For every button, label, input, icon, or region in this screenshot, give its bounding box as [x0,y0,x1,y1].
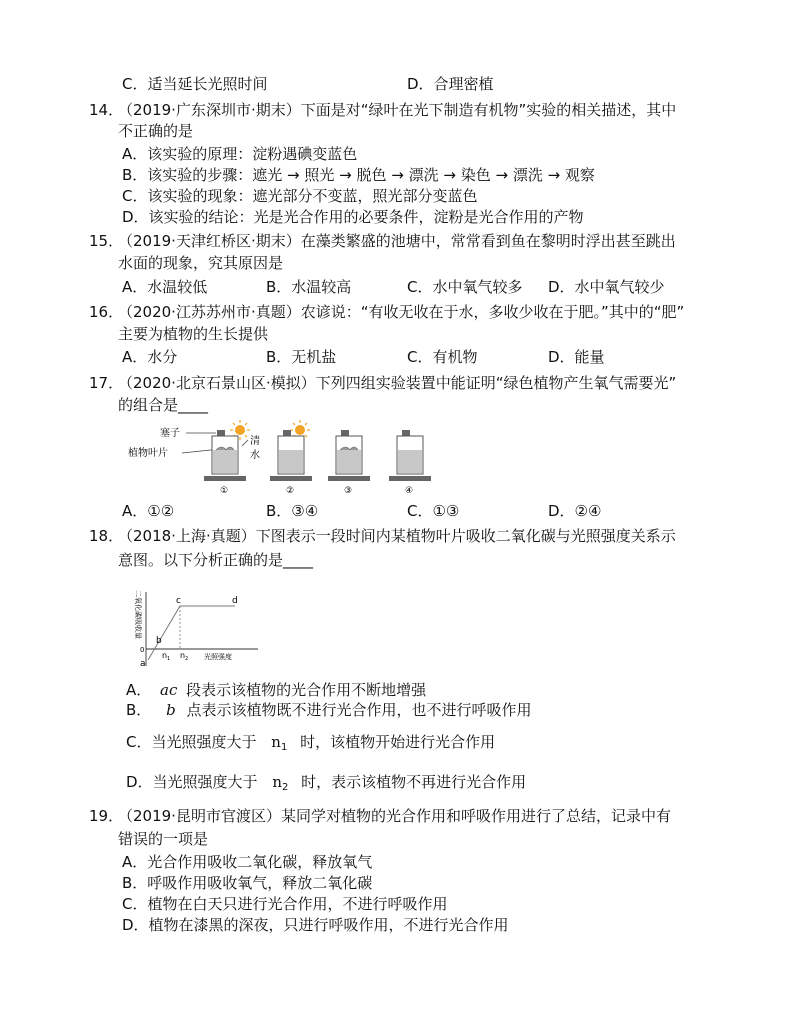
q18-graph [130,588,270,670]
tick-n1-sub: 1 [167,656,171,662]
jar-4 [389,430,431,496]
q17-option-a: A．①② [122,502,175,520]
q14-option-b: B．该实验的步骤：遮光 → 照光 → 脱色 → 漂洗 → 染色 → 漂洗 → 观察 [122,166,595,184]
jar-3 [328,430,370,496]
q18-option-c-text: 时，该植物开始进行光合作用 [300,733,496,751]
q13-option-d: D．合理密植 [407,75,494,93]
point-c: c [176,596,181,606]
q18-option-c-sub: 1 [280,742,288,753]
q18-option-b-math: b [166,701,176,719]
point-b: b [156,636,162,646]
q16-option-b: B．无机盐 [266,348,337,366]
q18-option-b-prefix: B． [126,701,152,719]
q18-option-b [126,700,531,720]
q16-stem-line1: （2020·江苏苏州市·真题）农谚说：“有收无收在于水，多收少收在于肥。”其中的“肥” [118,303,685,321]
q16-stem-line2: 主要为植物的生长提供 [118,325,269,343]
q18-stem-line2: 意图。以下分析正确的是____ [118,551,314,569]
graph-ylabel: 二氧化碳吸收量 [134,590,142,639]
pointer-line-water [242,440,248,446]
q14-option-c: C．该实验的现象：遮光部分不变蓝，照光部分变蓝色 [122,187,478,205]
jar-1-number: ① [220,486,229,496]
q17-number: 17． [89,374,124,392]
q16-option-c: C．有机物 [407,348,478,366]
label-water-1: 清 [250,436,260,447]
q18-option-d-math: n [272,773,283,791]
q18-option-d [126,772,526,798]
graph-origin: 0 [140,646,145,654]
q17-stem-line2: 的组合是____ [118,396,209,414]
q19-stem-line2: 错误的一项是 [118,830,209,848]
q14-stem-line2: 不正确的是 [118,122,194,140]
q17-stem-line1: （2020·北京石景山区·模拟）下列四组实验装置中能证明“绿色植物产生氧气需要光” [118,374,677,392]
q17-apparatus-figure [120,418,440,500]
jar-4-number: ④ [405,486,414,496]
q18-option-c [126,732,495,758]
q19-option-c: C．植物在白天只进行光合作用，不进行呼吸作用 [122,895,448,913]
q16-number: 16． [89,303,124,321]
q15-number: 15． [89,232,124,250]
q19-number: 19． [89,807,124,825]
q14-stem-line1: （2019·广东深圳市·期末）下面是对“绿叶在光下制造有机物”实验的相关描述，其中 [118,101,677,119]
label-leaf: 植物叶片 [128,448,168,459]
point-a: a [140,659,146,669]
q18-option-a-text: 段表示该植物的光合作用不断地增强 [186,681,427,699]
q17-option-b: B．③④ [266,502,319,520]
q15-option-b: B．水温较高 [266,278,352,296]
jar-3-number: ③ [344,486,353,496]
q16-option-a: A．水分 [122,348,178,366]
label-water-2: 水 [250,450,260,461]
q15-option-a: A．水温较低 [122,278,208,296]
q18-option-d-text: 时，表示该植物不再进行光合作用 [301,773,527,791]
q15-option-c: C．水中氧气较多 [407,278,523,296]
label-plug: 塞子 [160,428,180,439]
q15-option-d: D．水中氧气较少 [548,278,665,296]
q18-option-c-math: n [271,733,281,751]
q18-option-d-sub: 2 [282,782,289,793]
tick-n2: n [180,651,186,660]
tick-n2-sub: 2 [185,656,189,662]
q19-option-a: A．光合作用吸收二氧化碳，释放氧气 [122,853,373,871]
jar-2 [270,430,312,496]
tick-n1: n [162,651,168,660]
q16-option-d: D．能量 [548,348,605,366]
q13-option-c: C．适当延长光照时间 [122,75,268,93]
q18-option-c-prefix: C．当光照强度大于 [126,733,257,751]
q18-option-d-prefix: D．当光照强度大于 [126,773,258,791]
jar-2-number: ② [286,486,295,496]
q18-option-b-text: 点表示该植物既不进行光合作用，也不进行呼吸作用 [186,701,532,719]
q19-option-d: D．植物在漆黑的深夜，只进行呼吸作用，不进行光合作用 [122,916,509,934]
q15-stem-line2: 水面的现象，究其原因是 [118,254,284,272]
point-d: d [232,596,238,606]
q14-number: 14． [89,101,124,119]
q19-stem-line1: （2019·昆明市官渡区）某同学对植物的光合作用和呼吸作用进行了总结，记录中有 [118,807,671,825]
q15-stem-line1: （2019·天津红桥区·期末）在藻类繁盛的池塘中，常常看到鱼在黎明时浮出甚至跳出 [118,232,676,250]
q18-stem-line1: （2018·上海·真题）下图表示一段时间内某植物叶片吸收二氧化碳与光照强度关系示 [118,527,676,545]
q18-option-a-math: ac [160,681,178,699]
q18-option-a [126,680,426,700]
q14-option-d: D．该实验的结论：光是光合作用的必要条件，淀粉是光合作用的产物 [122,208,584,226]
graph-xlabel: 光照强度 [204,653,232,661]
q14-option-a: A．该实验的原理：淀粉遇碘变蓝色 [122,145,358,163]
q19-option-b: B．呼吸作用吸收氧气，释放二氧化碳 [122,874,373,892]
q18-option-a-prefix: A． [126,681,152,699]
q18-number: 18． [89,527,124,545]
q17-option-d: D．②④ [548,502,602,520]
q17-option-c: C．①③ [407,502,460,520]
